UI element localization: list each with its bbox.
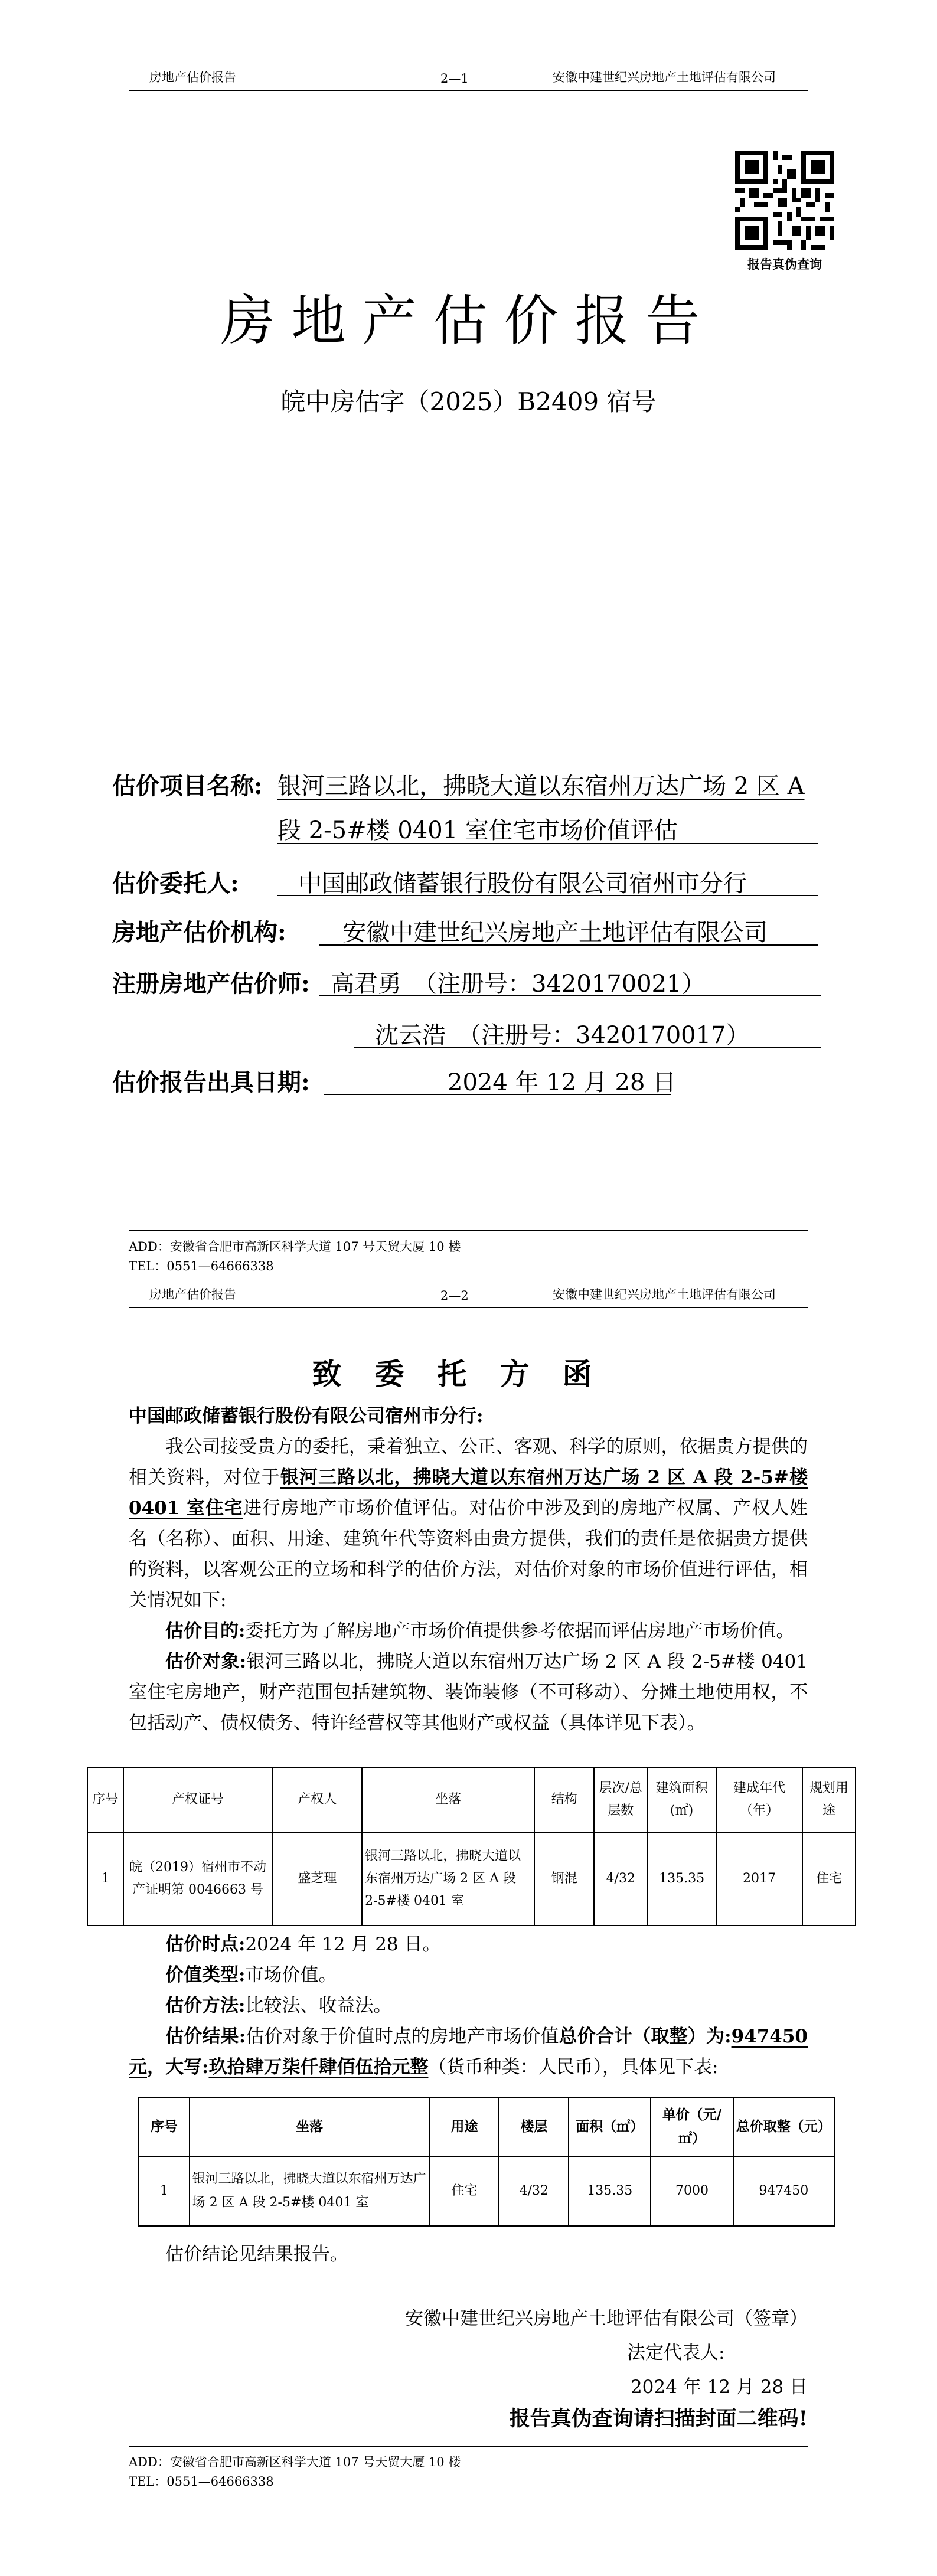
qr-caption: 报告真伪查询 — [747, 257, 822, 272]
header-left: 房地产估价报告 — [149, 70, 236, 84]
qr-code-icon[interactable] — [735, 151, 834, 250]
table-header: 建成年代（年） — [716, 1767, 802, 1832]
footer-phone: TEL：0551—64666338 — [129, 2474, 274, 2489]
client-label: 估价委托人: — [112, 869, 239, 897]
table-header: 建筑面积(㎡) — [647, 1767, 716, 1832]
table-cell: 皖（2019）宿州市不动产证明第 0046663 号 — [123, 1832, 273, 1926]
purpose-paragraph: 估价目的:委托方为了解房地产市场价值提供参考依据而评估房地产市场价值。 — [165, 1620, 795, 1642]
underline — [319, 944, 818, 946]
footer-address: ADD：安徽省合肥市高新区科学大道 107 号天贸大厦 10 楼 — [129, 1240, 461, 1254]
header-company: 安徽中建世纪兴房地产土地评估有限公司 — [553, 1287, 776, 1302]
agency-label: 房地产估价机构: — [112, 918, 286, 946]
table-header: 坐落 — [362, 1767, 534, 1832]
header-page-number: 2—2 — [440, 1289, 469, 1303]
table-header: 序号 — [87, 1767, 123, 1832]
table-cell: 947450 — [733, 2156, 834, 2226]
letter-body — [129, 1401, 808, 1738]
object-paragraph: 估价对象:银河三路以北，拂晓大道以东宿州万达广场 2 区 A 段 2-5#楼 0401 室住宅房地产，财产范围包括建筑物、装饰装修（不可移动）、分摊土地使用权，不包括动产、债权债务、特许经营权等其他财产或权益（具体详见下表）。 — [129, 1651, 808, 1734]
issue-date-label: 估价报告出具日期: — [112, 1068, 310, 1096]
footer-address: ADD：安徽省合肥市高新区科学大道 107 号天贸大厦 10 楼 — [129, 2455, 461, 2469]
table-cell: 银河三路以北，拂晓大道以东宿州万达广场 2 区 A 段 2-5#楼 0401 室 — [190, 2156, 430, 2226]
table-header: 坐落 — [190, 2097, 430, 2156]
footer-phone: TEL：0551—64666338 — [129, 1259, 274, 1273]
page-header — [129, 63, 808, 91]
conclusion-note: 估价结论见结果报告。 — [165, 2244, 348, 2265]
valuation-result-table — [138, 2097, 835, 2227]
table-header: 总价取整（元） — [733, 2097, 834, 2156]
client-value: 中国邮政储蓄银行股份有限公司宿州市分行 — [298, 870, 747, 897]
agency-value: 安徽中建世纪兴房地产土地评估有限公司 — [342, 919, 768, 946]
letter-salutation: 中国邮政储蓄银行股份有限公司宿州市分行: — [129, 1405, 484, 1427]
table-cell: 1 — [139, 2156, 190, 2226]
value-type: 价值类型:市场价值。 — [165, 1964, 337, 1986]
header-page-number: 2—1 — [440, 71, 469, 86]
table-cell: 4/32 — [594, 1832, 647, 1926]
signature-date: 2024 年 12 月 28 日 — [630, 2376, 808, 2398]
table-header: 楼层 — [499, 2097, 569, 2156]
table-header: 产权证号 — [123, 1767, 273, 1832]
valuation-method: 估价方法:比较法、收益法。 — [165, 1995, 392, 2016]
verification-note: 报告真伪查询请扫描封面二维码! — [509, 2407, 808, 2431]
valuation-result: 估价结果:估价对象于价值时点的房地产市场价值总价合计（取整）为:947450 元，大写:玖拾肆万柒仟肆佰伍拾元整（货币种类：人民币），具体见下表: — [129, 2026, 808, 2078]
underline — [319, 995, 821, 996]
table-cell: 4/32 — [499, 2156, 569, 2226]
table-cell: 住宅 — [802, 1832, 856, 1926]
table-cell: 7000 — [651, 2156, 733, 2226]
page-header — [129, 1280, 808, 1308]
underline — [354, 1047, 821, 1048]
table-header: 用途 — [430, 2097, 499, 2156]
appraiser-2: 沈云浩 （注册号：3420170017） — [375, 1022, 750, 1049]
table-header: 面积（㎡） — [569, 2097, 651, 2156]
project-name-label: 估价项目名称: — [112, 772, 263, 800]
signature-company: 安徽中建世纪兴房地产土地评估有限公司（签章） — [405, 2308, 808, 2329]
report-title: 房地产估价报告 — [220, 289, 717, 352]
header-company: 安徽中建世纪兴房地产土地评估有限公司 — [553, 70, 776, 84]
table-header: 单价（元/㎡） — [651, 2097, 733, 2156]
table-cell: 盛芝理 — [272, 1832, 362, 1926]
issue-date-value: 2024 年 12 月 28 日 — [448, 1069, 677, 1096]
page-footer — [129, 2446, 808, 2492]
page-footer — [129, 1230, 808, 1276]
property-table — [87, 1767, 856, 1926]
appraiser-1: 高君勇 （注册号：3420170021） — [331, 970, 706, 998]
table-header: 规划用途 — [802, 1767, 856, 1832]
table-cell: 1 — [87, 1832, 123, 1926]
underline — [277, 843, 818, 844]
report-number: 皖中房估字（2025）B2409 宿号 — [280, 387, 657, 416]
valuation-time: 估价时点:2024 年 12 月 28 日。 — [165, 1934, 441, 1955]
table-cell: 135.35 — [647, 1832, 716, 1926]
table-header: 产权人 — [272, 1767, 362, 1832]
table-cell: 135.35 — [569, 2156, 651, 2226]
appraiser-label: 注册房地产估价师: — [112, 970, 310, 998]
valuation-details — [129, 1929, 808, 2083]
legal-representative: 法定代表人: — [627, 2342, 725, 2363]
table-cell: 钢混 — [534, 1832, 594, 1926]
table-row — [87, 1832, 856, 1926]
letter-paragraph-1: 我公司接受贵方的委托，秉着独立、公正、客观、科学的原则，依据贵方提供的相关资料，对位于银河三路以北，拂晓大道以东宿州万达广场 2 区 A 段 2-5#楼 0401 室住宅进行房地产市场价值评估。对估价中涉及到的房地产权属、产权人姓名（名称）、面积、用途、建筑年代等资料由贵方提供，我们的责任是依据贵方提供的资料，以客观公正的立场和科学的估价方法，对估价对象的市场价值进行评估，相关情况如下: — [129, 1436, 808, 1611]
table-row — [139, 2156, 834, 2226]
table-header: 层次/总层数 — [594, 1767, 647, 1832]
underline — [277, 895, 818, 896]
underline — [324, 1094, 671, 1095]
header-left: 房地产估价报告 — [149, 1287, 236, 1302]
table-header: 序号 — [139, 2097, 190, 2156]
table-header: 结构 — [534, 1767, 594, 1832]
table-cell: 2017 — [716, 1832, 802, 1926]
table-cell: 住宅 — [430, 2156, 499, 2226]
project-name-line2: 段 2-5#楼 0401 室住宅市场价值评估 — [277, 817, 678, 844]
table-cell: 银河三路以北，拂晓大道以东宿州万达广场 2 区 A 段 2-5#楼 0401 室 — [362, 1832, 534, 1926]
letter-title: 致委托方函 — [312, 1356, 625, 1391]
project-name-line1: 银河三路以北，拂晓大道以东宿州万达广场 2 区 A — [277, 773, 805, 800]
